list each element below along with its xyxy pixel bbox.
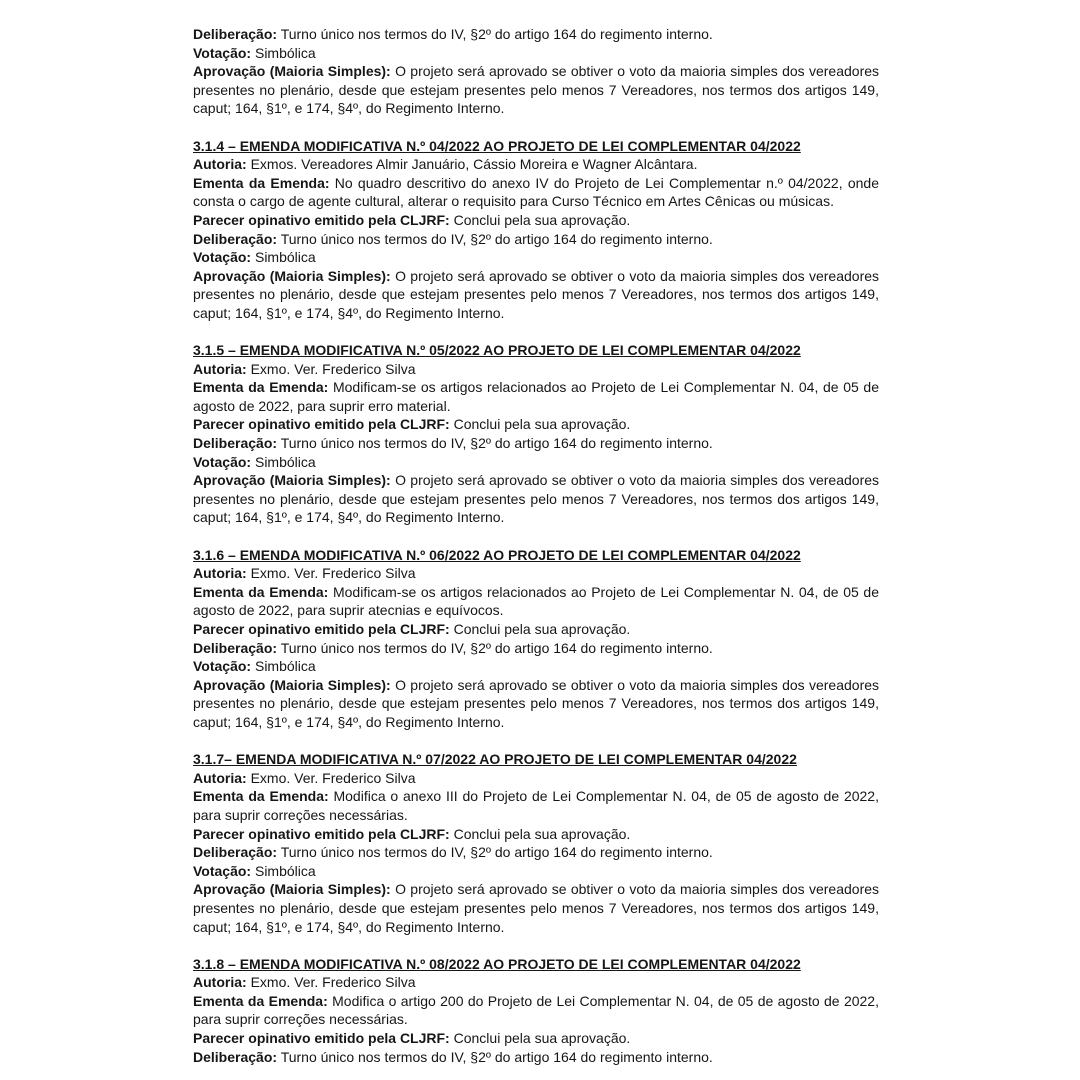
section-heading: 3.1.8 – EMENDA MODIFICATIVA N.º 08/2022 AO PROJETO DE LEI COMPLEMENTAR 04/2022 [193,955,801,972]
field-label: Deliberação: [193,639,278,656]
field-text: Modifica o anexo III do Projeto de Lei Complementar N. 04, de 05 de agosto de 2022, para suprir correções necessárias. [193,788,879,823]
document-content [193,25,879,1066]
field-label: Autoria: [193,974,247,991]
field-label: Deliberação: [193,26,278,42]
field-label: Aprovação (Maioria Simples): [193,267,391,284]
field-text: Conclui pela sua aprovação. [453,825,631,842]
field-label: Ementa da Emenda: [193,583,329,600]
field-paragraph [193,657,879,676]
field-paragraph [193,1048,879,1067]
field-text: Turno único nos termos do IV, §2º do artigo 164 do regimento interno. [280,26,713,42]
field-text: Conclui pela sua aprovação. [453,211,631,228]
field-paragraph [193,825,879,844]
field-text: Turno único nos termos do IV, §2º do artigo 164 do regimento interno. [280,435,713,452]
field-paragraph [193,973,879,992]
field-label: Votação: [193,453,252,470]
field-paragraph [193,248,879,267]
emenda-section [193,25,879,118]
field-paragraph [193,174,879,211]
field-text: Exmo. Ver. Frederico Silva [250,974,416,991]
field-paragraph [193,564,879,583]
field-paragraph [193,583,879,620]
field-paragraph [193,25,879,44]
section-fields [193,155,879,322]
field-paragraph [193,787,879,824]
field-paragraph [193,620,879,639]
field-text: Modificam-se os artigos relacionados ao Projeto de Lei Complementar N. 04, de 05 de agosto de 2022, para suprir erro material. [193,379,879,414]
field-paragraph [193,639,879,658]
field-text: Simbólica [254,249,316,266]
field-label: Ementa da Emenda: [193,992,328,1009]
field-label: Votação: [193,44,252,61]
field-text: Turno único nos termos do IV, §2º do artigo 164 do regimento interno. [280,639,713,656]
field-label: Parecer opinativo emitido pela CLJRF: [193,825,450,842]
field-label: Deliberação: [193,435,278,452]
field-paragraph [193,360,879,379]
section-heading: 3.1.6 – EMENDA MODIFICATIVA N.º 06/2022 AO PROJETO DE LEI COMPLEMENTAR 04/2022 [193,546,801,563]
field-paragraph [193,211,879,230]
section-fields [193,769,879,936]
field-paragraph [193,155,879,174]
field-paragraph [193,880,879,936]
field-label: Parecer opinativo emitido pela CLJRF: [193,416,450,433]
field-label: Votação: [193,249,252,266]
field-text: Exmos. Vereadores Almir Januário, Cássio Moreira e Wagner Alcântara. [250,156,698,173]
field-text: O projeto será aprovado se obtiver o voto da maioria simples dos vereadores presentes no plenário, desde que estejam presentes pelo menos 7 Vereadores, nos termos dos artigos 149, caput; 164, §1º, e 174, §4º, do Regimento Interno. [193,63,880,117]
field-paragraph [193,843,879,862]
field-label: Parecer opinativo emitido pela CLJRF: [193,1030,450,1047]
field-paragraph [193,453,879,472]
field-paragraph [193,267,879,323]
section-fields [193,25,879,118]
field-text: Simbólica [254,862,316,879]
field-label: Autoria: [193,360,247,377]
emenda-section [193,750,879,936]
field-label: Votação: [193,658,252,675]
field-label: Votação: [193,862,252,879]
field-text: Modifica o artigo 200 do Projeto de Lei Complementar N. 04, de 05 de agosto de 2022, para suprir correções necessárias. [193,992,879,1028]
field-label: Autoria: [193,156,247,173]
field-text: Exmo. Ver. Frederico Silva [250,360,416,377]
field-text: O projeto será aprovado se obtiver o voto da maioria simples dos vereadores presentes no plenário, desde que estejam presentes pelo menos 7 Vereadores, nos termos dos artigos 149, caput; 164, §1º, e 174, §4º, do Regimento Interno. [193,267,880,321]
emenda-section [193,955,879,1067]
field-label: Deliberação: [193,844,278,861]
section-heading: 3.1.7– EMENDA MODIFICATIVA N.º 07/2022 AO PROJETO DE LEI COMPLEMENTAR 04/2022 [193,751,797,768]
field-paragraph [193,676,879,732]
field-label: Aprovação (Maioria Simples): [193,676,391,693]
field-paragraph [193,378,879,415]
field-paragraph [193,230,879,249]
field-label: Aprovação (Maioria Simples): [193,472,391,489]
field-text: O projeto será aprovado se obtiver o voto da maioria simples dos vereadores presentes no plenário, desde que estejam presentes pelo menos 7 Vereadores, nos termos dos artigos 149, caput; 164, §1º, e 174, §4º, do Regimento Interno. [193,676,880,730]
field-label: Ementa da Emenda: [193,379,329,396]
field-paragraph [193,415,879,434]
field-label: Aprovação (Maioria Simples): [193,881,391,898]
field-text: Simbólica [254,453,316,470]
field-text: Conclui pela sua aprovação. [453,1030,631,1047]
field-paragraph [193,1029,879,1048]
field-paragraph [193,769,879,788]
field-label: Autoria: [193,565,247,582]
field-paragraph [193,992,879,1029]
field-paragraph [193,471,879,527]
field-text: O projeto será aprovado se obtiver o voto da maioria simples dos vereadores presentes no plenário, desde que estejam presentes pelo menos 7 Vereadores, nos termos dos artigos 149, caput; 164, §1º, e 174, §4º, do Regimento Interno. [193,472,880,526]
field-text: O projeto será aprovado se obtiver o voto da maioria simples dos vereadores presentes no plenário, desde que estejam presentes pelo menos 7 Vereadores, nos termos dos artigos 149, caput; 164, §1º, e 174, §4º, do Regimento Interno. [193,881,880,935]
field-text: No quadro descritivo do anexo IV do Projeto de Lei Complementar n.º 04/2022, onde consta o cargo de agente cultural, alterar o requisito para Curso Técnico em Artes Cênicas ou músicas. [193,174,879,210]
section-heading: 3.1.4 – EMENDA MODIFICATIVA N.º 04/2022 AO PROJETO DE LEI COMPLEMENTAR 04/2022 [193,137,801,154]
field-label: Aprovação (Maioria Simples): [193,63,391,80]
section-heading: 3.1.5 – EMENDA MODIFICATIVA N.º 05/2022 AO PROJETO DE LEI COMPLEMENTAR 04/2022 [193,342,801,359]
field-text: Exmo. Ver. Frederico Silva [250,769,416,786]
section-fields [193,564,879,731]
emenda-section [193,137,879,323]
field-text: Conclui pela sua aprovação. [453,416,631,433]
field-paragraph [193,44,879,63]
field-text: Simbólica [254,658,316,675]
field-text: Turno único nos termos do IV, §2º do artigo 164 do regimento interno. [280,1048,713,1065]
field-label: Autoria: [193,769,247,786]
field-text: Simbólica [254,44,316,61]
section-fields [193,973,879,1066]
field-text: Turno único nos termos do IV, §2º do artigo 164 do regimento interno. [280,844,713,861]
field-paragraph [193,862,879,881]
field-paragraph [193,434,879,453]
field-label: Deliberação: [193,1048,278,1065]
field-text: Modificam-se os artigos relacionados ao Projeto de Lei Complementar N. 04, de 05 de agosto de 2022, para suprir atecnias e equívocos. [193,583,879,619]
section-fields [193,360,879,527]
field-text: Turno único nos termos do IV, §2º do artigo 164 do regimento interno. [280,230,713,247]
field-text: Exmo. Ver. Frederico Silva [250,565,416,582]
field-label: Parecer opinativo emitido pela CLJRF: [193,211,450,228]
emenda-section [193,341,879,527]
emenda-section [193,546,879,732]
field-label: Deliberação: [193,230,278,247]
field-paragraph [193,62,879,118]
field-label: Ementa da Emenda: [193,788,329,805]
field-text: Conclui pela sua aprovação. [453,621,631,637]
field-label: Ementa da Emenda: [193,174,330,191]
field-label: Parecer opinativo emitido pela CLJRF: [193,621,450,637]
